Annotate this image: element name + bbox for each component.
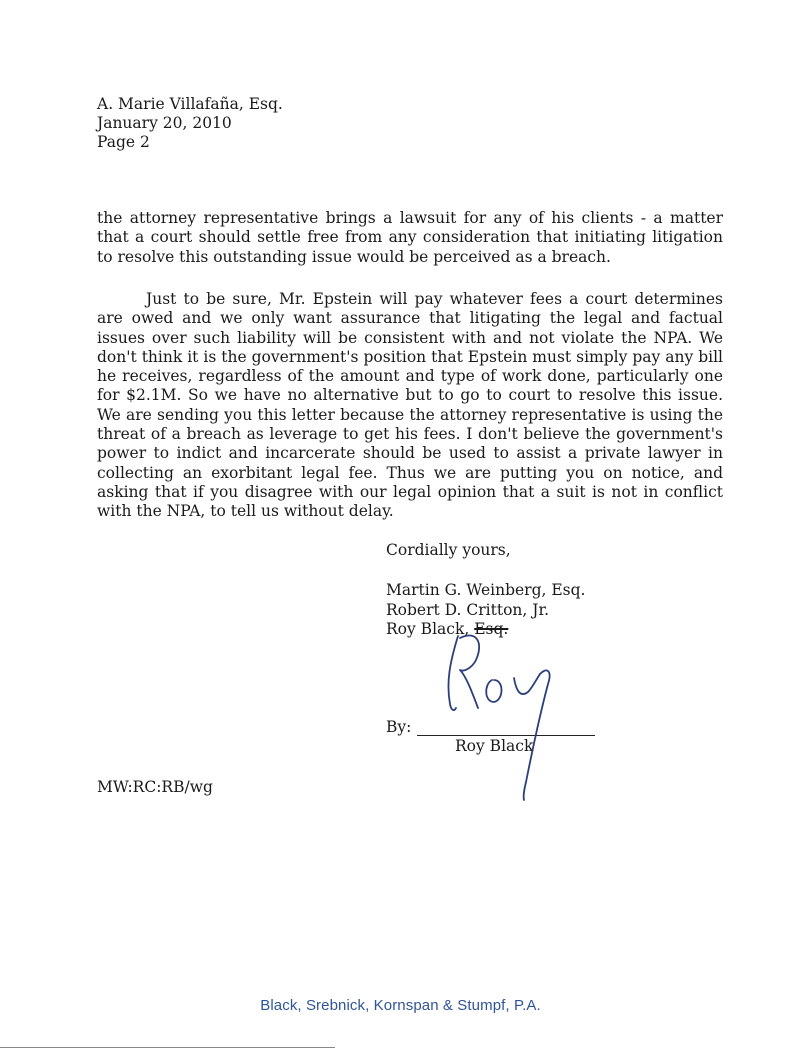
body-paragraph-1 (97, 209, 723, 267)
by-label: By: (386, 718, 412, 736)
recipient-name: A. Marie Villafaña, Esq. (97, 95, 283, 113)
salutation: Cordially yours, (386, 541, 511, 559)
page-number: Page 2 (97, 133, 150, 151)
signer-3-name: Roy Black, (386, 620, 475, 638)
letter-date: January 20, 2010 (97, 114, 232, 132)
signer-1: Martin G. Weinberg, Esq. (386, 581, 586, 599)
body-paragraph-2 (97, 290, 723, 522)
paragraph-text: Just to be sure, Mr. Epstein will pay whatever fees a court determines are owed and we only want assurance that litigating the legal and factual issues over such liability will be consistent with and not violate the NPA. We don't think it is the government's position that Epstein must simply pay any bill he receives, regardless of the amount and type of work done, particularly one for $2.1M. So we have no alternative but to go to court to resolve this issue. We are sending you this letter because the attorney representative is using the threat of a breach as leverage to get his fees. I don't believe the government's power to indict and incarcerate should be used to assist a private lawyer in collecting an exorbitant legal fee. Thus we are putting you on notice, and asking that if you disagree with our legal opinion that a suit is not in conflict with the NPA, to tell us without delay. (97, 290, 723, 521)
letter-header (97, 95, 283, 152)
signer-3-struck-suffix: Esq. (474, 620, 509, 638)
firm-footer: Black, Srebnick, Kornspan & Stumpf, P.A. (260, 997, 541, 1014)
signer-2: Robert D. Critton, Jr. (386, 600, 550, 619)
handwritten-signature (436, 622, 576, 812)
by-name: Roy Black (455, 737, 534, 755)
typist-initials: MW:RC:RB/wg (97, 778, 213, 796)
paragraph-text: the attorney representative brings a lawsuit for any of his clients - a matter that a court should settle free from any consideration that initiating litigation to resolve this outstanding issue would be perceived as a breach. (97, 209, 723, 266)
footer-divider (0, 1047, 335, 1048)
